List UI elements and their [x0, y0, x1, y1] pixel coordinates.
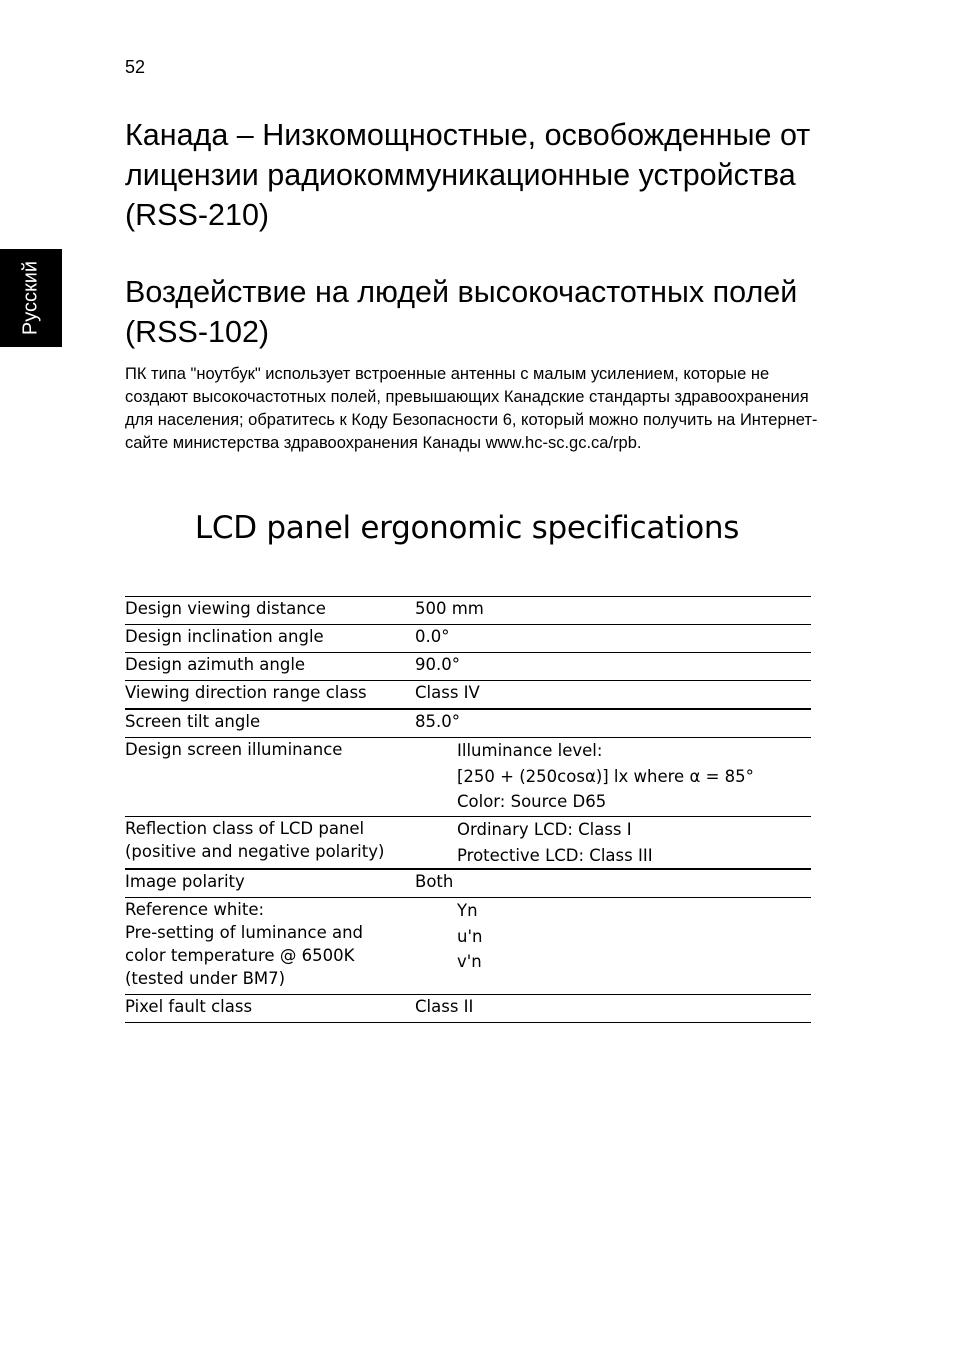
canada-heading: Канада – Низкомощностные, освобожденные от лицензии радиокоммуникационные устройства (RSS-210) [125, 118, 811, 232]
lcd-specs-table [125, 596, 811, 1023]
spec-label [125, 869, 415, 898]
spec-value-line: Class IV [415, 683, 480, 702]
spec-value-line: 0.0° [415, 627, 450, 646]
spec-value-line: 90.0° [415, 655, 460, 674]
spec-value-line: Ordinary LCD: Class I [457, 820, 632, 839]
spec-value-line: 500 mm [415, 599, 484, 618]
spec-value [415, 625, 811, 653]
table-row [125, 817, 811, 870]
spec-value-line: [250 + (250cosα)] lx where α = 85° [457, 766, 754, 786]
lcd-specs-title: LCD panel ergonomic specifications [194, 510, 740, 546]
table-row [125, 709, 811, 738]
spec-label [125, 709, 415, 738]
spec-label [125, 681, 415, 710]
language-side-tab [0, 249, 62, 347]
spec-value-line: u'n [457, 926, 483, 946]
language-tab-label: Русский [19, 260, 42, 336]
spec-value [415, 653, 811, 681]
spec-value [415, 681, 811, 710]
spec-label [125, 625, 415, 653]
table-row [125, 625, 811, 653]
spec-label-line: Pixel fault class [125, 997, 253, 1016]
spec-label-line: Design viewing distance [125, 599, 326, 618]
spec-label-line: Design inclination angle [125, 627, 324, 646]
spec-label-line: Reference white: [125, 900, 265, 919]
spec-value-line: Yn [457, 901, 478, 920]
spec-label-line: Viewing direction range class [125, 683, 367, 702]
table-row [125, 995, 811, 1023]
table-row [125, 898, 811, 995]
table-row [125, 869, 811, 898]
spec-value [415, 817, 811, 870]
spec-label-line: Pre-setting of luminance and [125, 923, 364, 942]
spec-value-line: Illuminance level: [457, 741, 603, 760]
spec-label-line: Design screen illuminance [125, 740, 343, 759]
table-row [125, 597, 811, 625]
spec-value-line: Both [415, 872, 454, 891]
rf-exposure-body: ПК типа "ноутбук" использует встроенные антенны с малым усилением, которые не создают высокочастотных полей, превышающих Канадские стандарты здравоохранения для населения; обратитесь к Коду Безопасности 6, который можно получить на Интернет-сайте министерства здравоохранения Канады www.hc-sc.gc.ca/rpb. [125, 365, 818, 452]
spec-label [125, 738, 415, 817]
rf-exposure-heading: Воздействие на людей высокочастотных полей (RSS-102) [125, 275, 798, 349]
spec-label-line: color temperature @ 6500K [125, 946, 355, 965]
spec-value [415, 597, 811, 625]
page-number: 52 [125, 57, 146, 77]
spec-label-line: Screen tilt angle [125, 712, 261, 731]
spec-label [125, 597, 415, 625]
spec-value-line: Color: Source D65 [457, 792, 607, 811]
spec-value [415, 995, 811, 1023]
spec-value [415, 898, 811, 995]
spec-value-line: v'n [457, 952, 482, 971]
spec-label-line: (positive and negative polarity) [125, 842, 385, 861]
table-row [125, 681, 811, 710]
spec-label-line: (tested under BM7) [125, 969, 286, 988]
spec-value-line: Class II [415, 997, 474, 1016]
spec-label-line: Design azimuth angle [125, 655, 306, 674]
spec-value-line: Protective LCD: Class III [457, 845, 653, 865]
spec-label-line: Image polarity [125, 872, 245, 891]
spec-label [125, 898, 415, 995]
spec-label [125, 653, 415, 681]
spec-label [125, 995, 415, 1023]
spec-value [415, 738, 811, 817]
table-row [125, 738, 811, 817]
spec-value [415, 709, 811, 738]
spec-value [415, 869, 811, 898]
spec-label [125, 817, 415, 870]
spec-value-line: 85.0° [415, 712, 460, 731]
table-row [125, 653, 811, 681]
spec-label-line: Reflection class of LCD panel [125, 819, 365, 838]
